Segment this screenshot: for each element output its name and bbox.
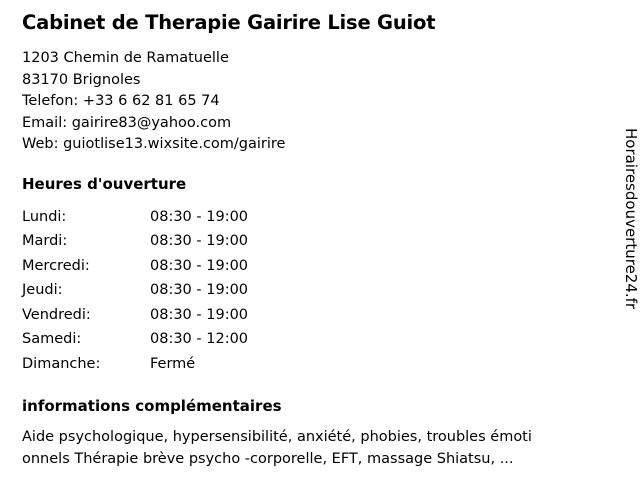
- day-label: Mercredi:: [22, 257, 90, 274]
- website-line: Web: guiotlise13.wixsite.com/gairire: [22, 136, 286, 152]
- day-hours: Fermé: [150, 355, 196, 372]
- table-row: [22, 229, 350, 254]
- table-row: [22, 303, 350, 328]
- table-row: [22, 254, 350, 279]
- day-hours: 08:30 - 19:00: [150, 306, 249, 323]
- watermark-brand: Horairesdouverture24.fr: [622, 128, 640, 310]
- additional-info-line-1: Aide psychologique, hypersensibilité, anxiété, phobies, troubles émoti: [22, 429, 532, 445]
- opening-hours-table: [22, 205, 350, 377]
- table-row: [22, 327, 350, 352]
- day-hours: 08:30 - 19:00: [150, 282, 249, 298]
- table-row: [22, 205, 350, 230]
- day-hours: 08:30 - 12:00: [150, 331, 249, 347]
- email-line: Email: gairire83@yahoo.com: [22, 114, 232, 131]
- day-label: Dimanche:: [22, 355, 101, 372]
- day-label: Mardi:: [22, 233, 68, 249]
- day-label: Lundi:: [22, 208, 67, 225]
- opening-hours-heading: Heures d'ouverture: [22, 174, 187, 193]
- day-label: Jeudi:: [22, 282, 63, 298]
- additional-info-text: [22, 426, 622, 470]
- address-line-2: 83170 Brignoles: [22, 71, 141, 88]
- day-label: Samedi:: [22, 331, 82, 347]
- day-hours: 08:30 - 19:00: [150, 257, 249, 274]
- day-hours: 08:30 - 19:00: [150, 233, 249, 249]
- address-line-1: 1203 Chemin de Ramatuelle: [22, 50, 229, 66]
- business-info-block: [22, 10, 602, 470]
- phone-line: Telefon: +33 6 62 81 65 74: [22, 93, 220, 109]
- additional-info-heading: informations complémentaires: [22, 397, 282, 415]
- additional-info-line-2: onnels Thérapie brève psycho -corporelle, EFT, massage Shiatsu, ...: [22, 451, 514, 467]
- table-row: [22, 278, 350, 303]
- day-hours: 08:30 - 19:00: [150, 208, 249, 225]
- page-title: Cabinet de Therapie Gairire Lise Guiot: [22, 11, 436, 34]
- table-row: [22, 352, 350, 377]
- day-label: Vendredi:: [22, 306, 91, 323]
